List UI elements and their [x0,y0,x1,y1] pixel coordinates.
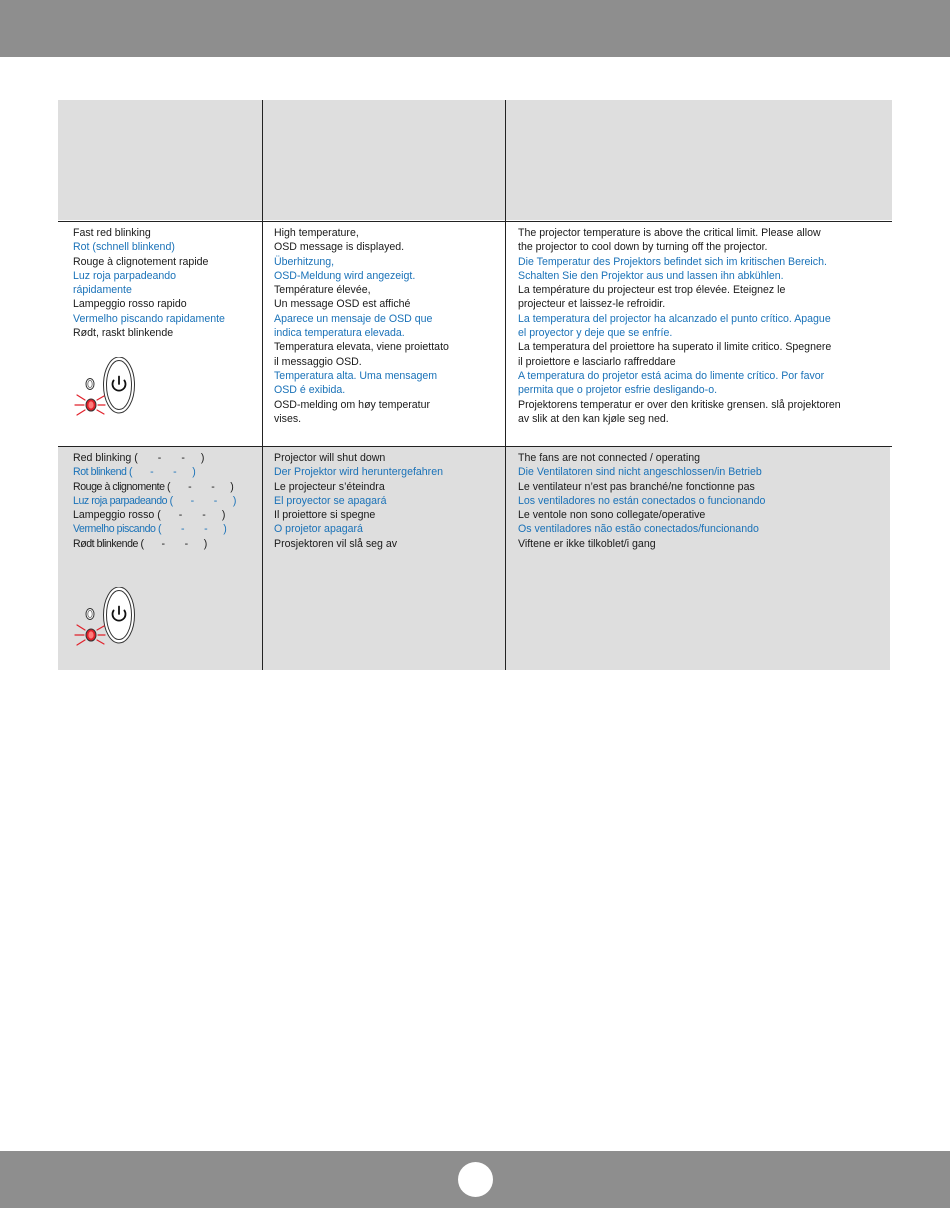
solution-text: Die Temperatur des Projektors befindet sich im kritischen Bereich. [518,255,827,268]
solution-text: Schalten Sie den Projektor aus und lassen ihn abkühlen. [518,269,784,282]
message-text: Projector will shut down [274,452,386,464]
red-led-blinking-icon [75,395,105,415]
solution-text: the projector to cool down by turning off the projector. [518,241,768,254]
solution-text: La temperatura del projector ha alcanzado el punto crítico. Apague [518,312,831,325]
solution-text: av slik at den kan kjøle seg ned. [518,412,669,425]
message-text: OSD-Meldung wird angezeigt. [274,269,416,282]
header-divider [58,221,892,222]
message-text: OSD message is displayed. [274,241,405,254]
solution-text: Os ventiladores não estão conectados/funcionando [518,523,759,536]
indicator-text: Rot (schnell blinkend) [73,241,175,254]
led-off-icon [86,379,94,390]
indicator-text: Lampeggio rosso rapido [73,298,187,311]
row2-message-cell [274,451,443,551]
message-text: OSD é exibida. [274,384,346,397]
indicator-text: Fast red blinking [73,227,151,239]
solution-text: el proyector y deje que se enfríe. [518,327,673,340]
row1-indicator-cell [73,226,225,340]
message-text: El proyector se apagará [274,494,387,507]
solution-text: Le ventole non sono collegate/operative [518,509,706,522]
row2-solution-cell [518,451,765,551]
indicator-text: rápidamente [73,284,132,297]
power-icon [104,587,135,643]
indicator-text: Red blinking ( - - ) [73,452,205,464]
solution-text: La température du projecteur est trop élevée. Eteignez le [518,284,786,297]
solution-text: Projektorens temperatur er over den kritiske grensen. slå projektoren [518,398,841,411]
column-divider-1 [262,100,263,670]
message-text: Temperatura alta. Uma mensagem [274,369,438,382]
solution-text: Die Ventilatoren sind nicht angeschlossen/in Betrieb [518,466,762,479]
message-text: O projetor apagará [274,523,363,536]
top-banner [0,0,950,57]
message-text: vises. [274,412,302,425]
led-off-icon [86,609,94,620]
message-text: Der Projektor wird heruntergefahren [274,466,443,479]
column-divider-2 [505,100,506,670]
row-divider [58,446,892,447]
indicator-text: Rot blinkend ( - - ) [73,466,196,479]
solution-text: A temperatura do projetor está acima do limente crítico. Por favor [518,369,825,382]
indicator-text: Rødt blinkende ( - - ) [73,537,207,550]
page-number-badge [458,1162,493,1197]
message-text: High temperature, [274,227,359,239]
solution-text: projecteur et laissez-le refroidir. [518,298,666,311]
indicator-text: Vermelho piscando rapidamente [73,312,225,325]
message-text: Un message OSD est affiché [274,298,411,311]
solution-text: The projector temperature is above the critical limit. Please allow [518,227,821,239]
solution-text: The fans are not connected / operating [518,452,700,464]
solution-text: Viftene er ikke tilkoblet/i gang [518,537,656,550]
message-text: Aparece un mensaje de OSD que [274,312,433,325]
solution-text: La temperatura del proiettore ha superato il limite critico. Spegnere [518,341,832,354]
message-text: indica temperatura elevada. [274,327,405,340]
power-icon [104,357,135,413]
solution-text: Le ventilateur n’est pas branché/ne fonctionne pas [518,480,755,493]
indicator-text: Lampeggio rosso ( - - ) [73,509,226,522]
solution-text: Los ventiladores no están conectados o funcionando [518,494,766,507]
message-text: Prosjektoren vil slå seg av [274,537,398,550]
row1-message-cell [274,226,449,426]
message-text: Température élevée, [274,284,371,297]
led-indicator-diagram [72,357,142,419]
table-header [58,100,892,220]
indicator-text: Rødt, raskt blinkende [73,327,174,340]
message-text: Temperatura elevata, viene proiettato [274,341,449,354]
message-text: Le projecteur s’éteindra [274,480,385,493]
message-text: OSD-melding om høy temperatur [274,398,431,411]
message-text: Il proiettore si spegne [274,509,376,522]
message-text: Überhitzung, [274,255,335,268]
indicator-text: Vermelho piscando ( - - ) [73,523,227,536]
message-text: il messaggio OSD. [274,355,362,368]
indicator-text: Rouge à clignomente ( - - ) [73,480,234,493]
solution-text: il proiettore e lasciarlo raffreddare [518,355,676,368]
row2-indicator-cell [73,451,236,551]
indicator-text: Luz roja parpadeando [73,269,177,282]
indicator-text: Rouge à clignotement rapide [73,255,209,268]
led-indicator-diagram [72,587,142,649]
row1-solution-cell [518,226,841,426]
red-led-blinking-icon [75,625,105,645]
solution-text: permita que o projetor esfrie desligando-o. [518,384,718,397]
indicator-text: Luz roja parpadeando ( - - ) [73,494,236,507]
